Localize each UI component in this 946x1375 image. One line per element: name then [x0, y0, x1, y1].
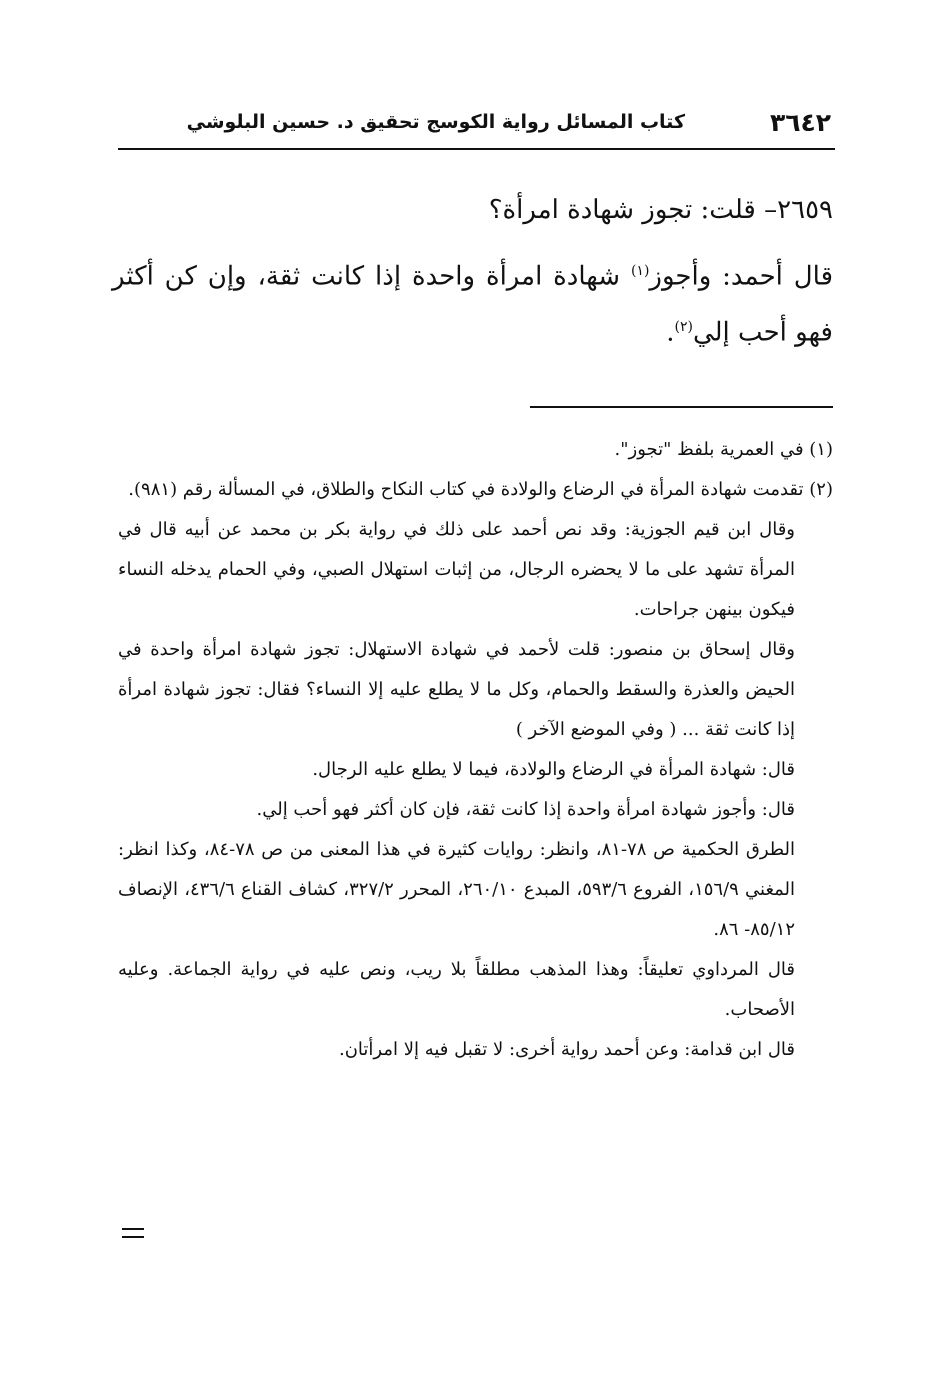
- answer-text-2: شهادة امرأة واحدة إذا كانت ثقة، وإن كن أكثر فهو أحب إلي: [112, 261, 833, 348]
- answer-end: .: [666, 317, 675, 348]
- question-line: ٢٦٥٩– قلت: تجوز شهادة امرأة؟: [488, 195, 833, 225]
- footnote-ref-2[interactable]: (٢): [674, 318, 693, 335]
- footnote-paragraph: قال: وأجوز شهادة امرأة واحدة إذا كانت ثقة، فإن كان أكثر فهو أحب إلي.: [256, 799, 795, 820]
- footnote-paragraph: وقال إسحاق بن منصور: قلت لأحمد في شهادة الاستهلال: تجوز شهادة امرأة واحدة في الحيض والعذرة والسقط والحمام، وكل ما لا يطلع عليه إلا النساء؟ فقال: تجوز شهادة امرأة إذا كانت ثقة ... ( وفي الموضع الآخر ): [118, 639, 795, 740]
- footnote-paragraph: قال المرداوي تعليقاً: وهذا المذهب مطلقاً بلا ريب، ونص عليه في رواية الجماعة. وعليه الأصحاب.: [118, 959, 795, 1020]
- answer-paragraph: [112, 246, 833, 357]
- running-title: كتاب المسائل رواية الكوسج تحقيق د. حسين البلوشي: [186, 111, 685, 133]
- continuation-mark: [122, 1228, 144, 1244]
- footnotes: [118, 430, 833, 1070]
- footnote-paragraph: قال ابن قدامة: وعن أحمد رواية أخرى: لا تقبل فيه إلا امرأتان.: [338, 1039, 795, 1060]
- footnote-paragraph: وقال ابن قيم الجوزية: وقد نص أحمد على ذلك في رواية بكر بن محمد عن أبيه قال في المرأة تشهد على ما لا يحضره الرجال، من إثبات استهلال الصبي، وفي الحمام يدخله النساء فيكون بينهن جراحات.: [118, 519, 795, 620]
- page-header: [118, 108, 833, 142]
- page-number: ٣٦٤٢: [769, 108, 831, 137]
- main-text: [112, 186, 833, 357]
- answer-text-1: قال أحمد: وأجوز: [649, 261, 834, 292]
- footnote-paragraph: قال: شهادة المرأة في الرضاع والولادة، فيما لا يطلع عليه الرجال.: [312, 759, 795, 780]
- footnote-ref-1[interactable]: (١): [630, 263, 650, 279]
- footnote-1: (١) في العمرية بلفظ "تجوز".: [614, 439, 833, 460]
- header-rule: [118, 148, 835, 150]
- footnote-paragraph: الطرق الحكمية ص ٧٨-٨١، وانظر: روايات كثيرة في هذا المعنى من ص ٧٨-٨٤، وكذا انظر: المغني ١٥٦/٩، الفروع ٥٩٣/٦، المبدع ٢٦٠/١٠، المحرر ٣٢٧/٢، كشاف القناع ٤٣٦/٦، الإنصاف ٨٥/١٢- ٨٦.: [118, 839, 796, 940]
- footnote-separator: [530, 406, 833, 408]
- footnote-2: (٢) تقدمت شهادة المرأة في الرضاع والولادة في كتاب النكاح والطلاق، في المسألة رقم (٩٨١).: [128, 479, 833, 500]
